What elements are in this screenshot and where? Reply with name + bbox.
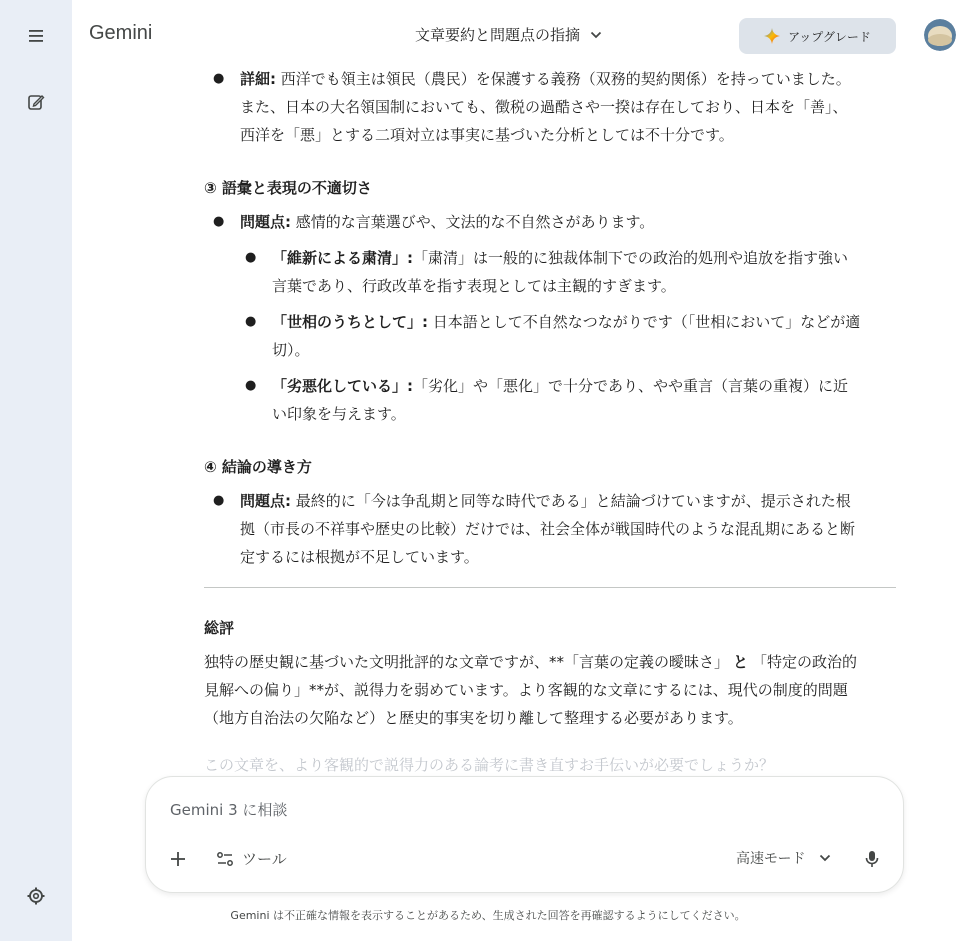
brand-logo[interactable]: Gemini [89, 22, 153, 44]
tools-label: ツール [242, 850, 287, 868]
new-chat-icon [27, 93, 45, 111]
prompt-input-box[interactable] [145, 776, 904, 893]
tools-icon [216, 851, 234, 867]
section-heading: ③ 語彙と表現の不適切さ [204, 179, 372, 197]
list-item: ● 問題点: 最終的に「今は争乱期と同等な時代である」と結論づけていますが、提示された根 拠（市長の不祥事や歴史の比較）だけでは、社会全体が戦国時代のような混乱期にあると断 定するには根拠が不足しています。 [204, 487, 896, 571]
upgrade-button[interactable] [739, 18, 896, 54]
response-content [204, 65, 896, 732]
list-item: ● 問題点: 感情的な言葉選びや、文法的な不自然さがあります。 [204, 208, 896, 236]
bullet: ● [245, 250, 257, 265]
upgrade-label: アップグレード [788, 29, 871, 44]
summary-heading: 総評 [204, 619, 235, 637]
avatar-image [924, 19, 956, 51]
sub-list-item: ● 「維新による粛清」:「粛清」は一般的に独裁体制下での政治的処刑や追放を指す強い 言葉であり、行政改革を指す表現としては主観的すぎます。 [204, 244, 896, 300]
sparkle-icon [764, 28, 780, 44]
menu-button[interactable] [18, 18, 54, 54]
bullet: ● [245, 314, 257, 329]
prompt-input[interactable]: Gemini 3 に相談 [170, 801, 288, 819]
mode-selector[interactable] [736, 848, 831, 868]
divider [204, 587, 896, 588]
chevron-down-icon [590, 31, 602, 39]
mic-icon [865, 850, 879, 868]
settings-icon [26, 886, 46, 906]
chat-title-dropdown[interactable] [415, 24, 602, 45]
avatar[interactable] [924, 19, 956, 51]
add-button[interactable] [166, 847, 190, 871]
list-item: ● 詳細: 西洋でも領主は領民（農民）を保護する義務（双務的契約関係）を持っていました。 また、日本の大名領国制においても、徴税の過酷さや一揆は存在しており、日本を「善」、 西洋を「悪」とする二項対立は事実に基づいた分析としては不十分です。 [204, 65, 896, 149]
plus-icon [170, 851, 186, 867]
chevron-down-icon [819, 854, 831, 862]
bullet: ● [213, 493, 225, 508]
summary-paragraph: 独特の歴史観に基づいた文明批評的な文章ですが、**「言葉の定義の曖昧さ」 と 「特定の政治的 見解への偏り」**が、説得力を弱めています。より客観的な文章にするには、現代の制度的問題 （地方自治法の欠陥など）と歴史的事実を切り離して整理する必要があります。 [204, 653, 858, 727]
mode-label: 高速モード [736, 851, 806, 867]
bullet: ● [213, 214, 225, 229]
disclaimer: Gemini は不正確な情報を表示することがあるため、生成された回答を再確認するようにしてください。 [230, 909, 746, 922]
top-bar [72, 0, 976, 70]
sub-list-item: ● 「劣悪化している」:「劣化」や「悪化」で十分であり、やや重言（言葉の重複）に近 い印象を与えます。 [204, 372, 896, 428]
section-heading: ④ 結論の導き方 [204, 458, 312, 476]
bullet: ● [213, 71, 225, 86]
mic-button[interactable] [862, 847, 882, 871]
followup-question: この文章を、より客観的で説得力のある論考に書き直すお手伝いが必要でしょうか？ [204, 756, 775, 774]
chat-title: 文章要約と問題点の指摘 [415, 26, 581, 44]
menu-icon [27, 29, 45, 43]
side-rail [0, 0, 72, 941]
sub-list-item: ● 「世相のうちとして」: 日本語として不自然なつながりです（「世相において」などが適 切）。 [204, 308, 896, 364]
bullet: ● [245, 378, 257, 393]
new-chat-button[interactable] [18, 84, 54, 120]
tools-button[interactable] [216, 848, 287, 869]
